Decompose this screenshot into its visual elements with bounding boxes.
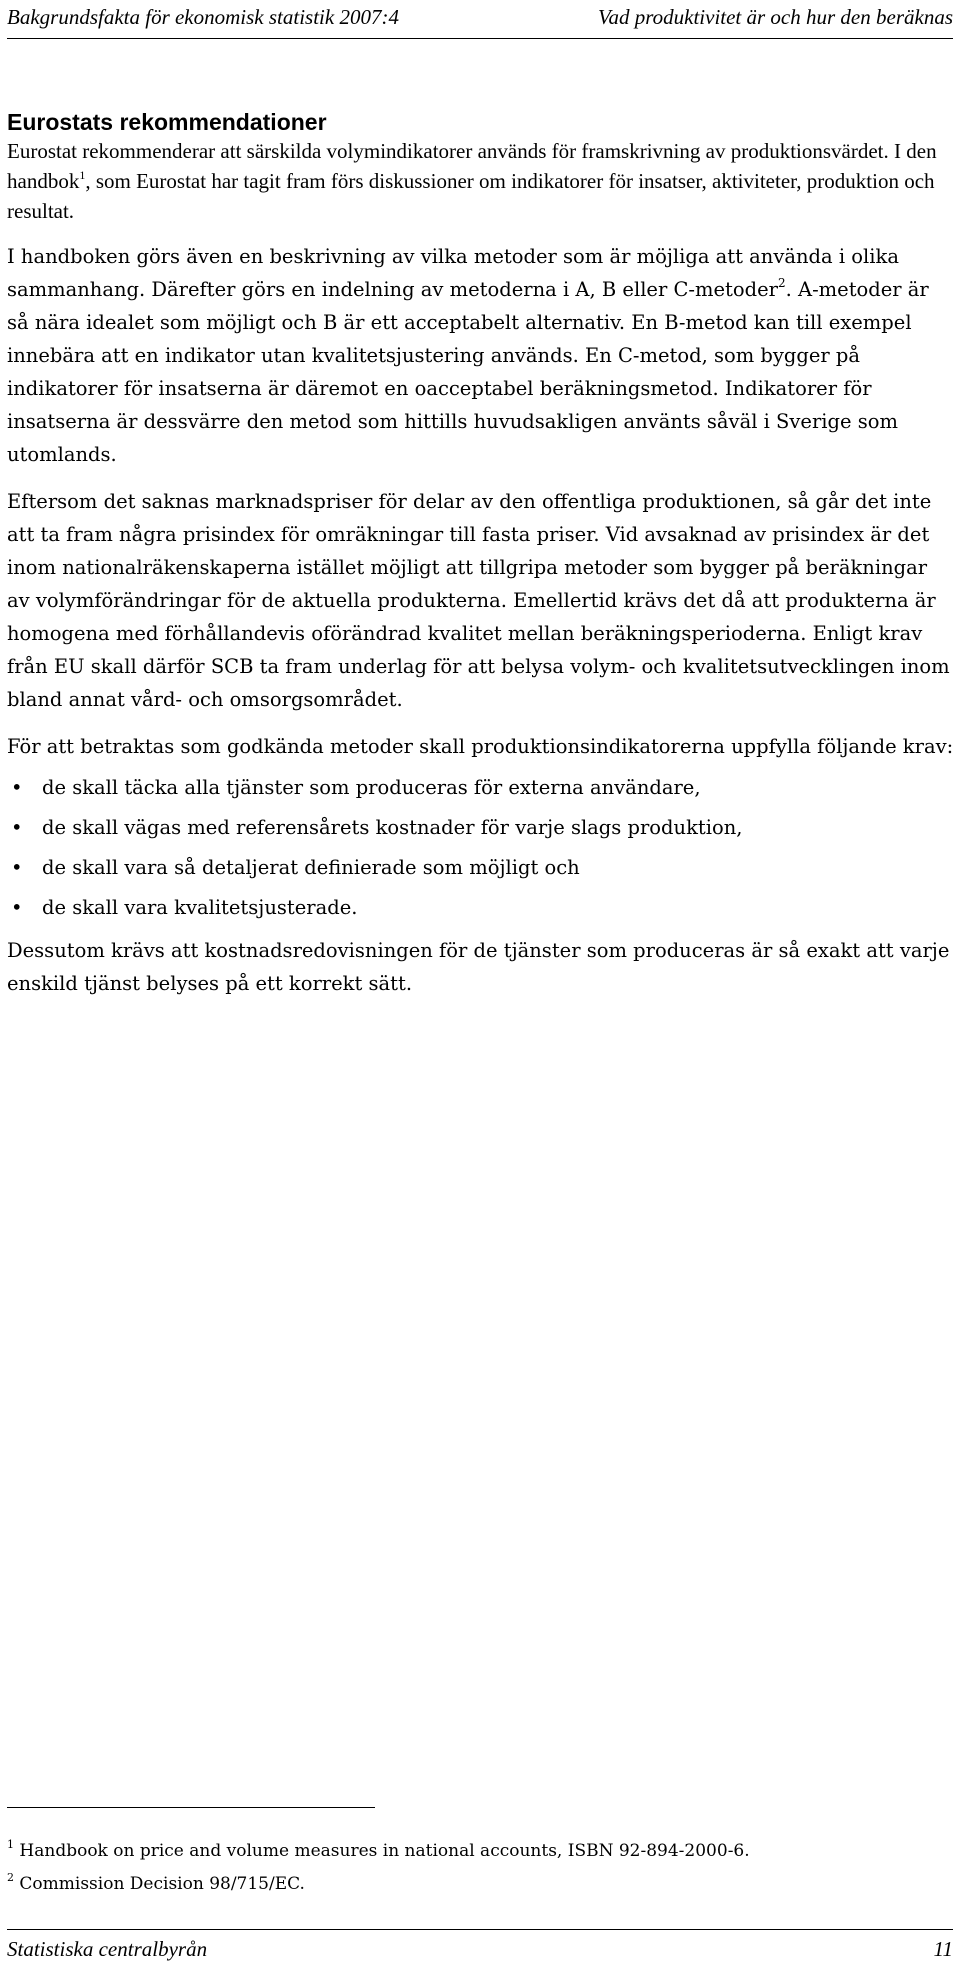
footnote-ref-2: 2 [777,276,786,290]
paragraph-cost-accounting: Dessutom krävs att kostnadsredovisningen för de tjänster som produceras är så exakt att varje enskild tjänst belyses på ett korrekt sätt. [7,939,950,995]
footnote-number: 1 [7,1838,14,1851]
list-item: • de skall täcka alla tjänster som produceras för externa användare, [7,771,955,804]
requirements-list [7,771,955,924]
paragraph-requirements-intro: För att betraktas som godkända metoder skall produktionsindikatorerna uppfylla följande krav: [7,735,954,758]
paragraph-eurostat-intro [7,136,955,226]
header-document-title: Bakgrundsfakta för ekonomisk statistik 2007:4 [7,5,399,29]
paragraph-text: . A-metoder är så nära idealet som möjligt och B är ett acceptabelt alternativ. En B-metod kan till exempel innebära att en indikator utan kvalitetsjustering används. En C-metod, som bygger på indikatorer för insatserna är däremot en oacceptabel beräkningsmetod. Indikatorer för insatserna är dessvärre den metod som hittills huvudsakligen använts såväl i Sverige som utomlands. [7,278,929,466]
footnote-1 [7,1835,750,1868]
list-item: • de skall vara kvalitetsjusterade. [7,891,955,924]
page-number: 11 [933,1937,953,1961]
footnote-number: 2 [7,1871,14,1884]
paragraph-text: , som Eurostat har tagit fram förs diskussioner om indikatorer för insatser, aktiviteter, produktion och resultat. [7,169,935,223]
footnote-text: Handbook on price and volume measures in national accounts, ISBN 92-894-2000-6. [14,1841,750,1861]
footnote-divider [7,1807,375,1808]
list-item: • de skall vara så detaljerat definierade som möjligt och [7,851,955,884]
paragraph-text: I handboken görs även en beskrivning av vilka metoder som är möjliga att använda i olika sammanhang. Därefter görs en indelning av metoderna i A, B eller C-metoder [7,245,899,301]
bullet-icon: • [11,776,23,799]
bullet-icon: • [11,816,23,839]
paragraph-method-classes [7,240,955,471]
page-footer [7,1929,953,1966]
section-heading: Eurostats rekommendationer [7,109,327,135]
page-content [7,108,955,1014]
bullet-icon: • [11,856,23,879]
bullet-icon: • [11,896,23,919]
footnote-2 [7,1868,750,1901]
footnote-text: Commission Decision 98/715/EC. [14,1874,305,1894]
footer-publisher: Statistiska centralbyrån [7,1937,208,1961]
header-chapter-title: Vad produktivitet är och hur den beräknas [597,5,953,29]
paragraph-market-prices: Eftersom det saknas marknadspriser för delar av den offentliga produktionen, så går det inte att ta fram några prisindex för omräkningar till fasta priser. Vid avsaknad av prisindex är det inom nationalräkenskaperna istället möjligt att tillgripa metoder som bygger på beräkningar av volymförändringar för de aktuella produkterna. Emellertid krävs det då att produkterna är homogena med förhållandevis oförändrad kvalitet mellan beräkningsperioderna. Enligt krav från EU skall därför SCB ta fram underlag för att belysa volym- och kvalitetsutvecklingen inom bland annat vård- och omsorgsområdet. [7,490,950,711]
footnote-ref-1: 1 [79,168,86,182]
footnotes [7,1835,750,1901]
paragraph-text: Eurostat rekommenderar att särskilda volymindikatorer används för framskrivning av produktionsvärdet. I den handbok [7,139,937,193]
page-header [7,4,953,39]
list-item: • de skall vägas med referensårets kostnader för varje slags produktion, [7,811,955,844]
